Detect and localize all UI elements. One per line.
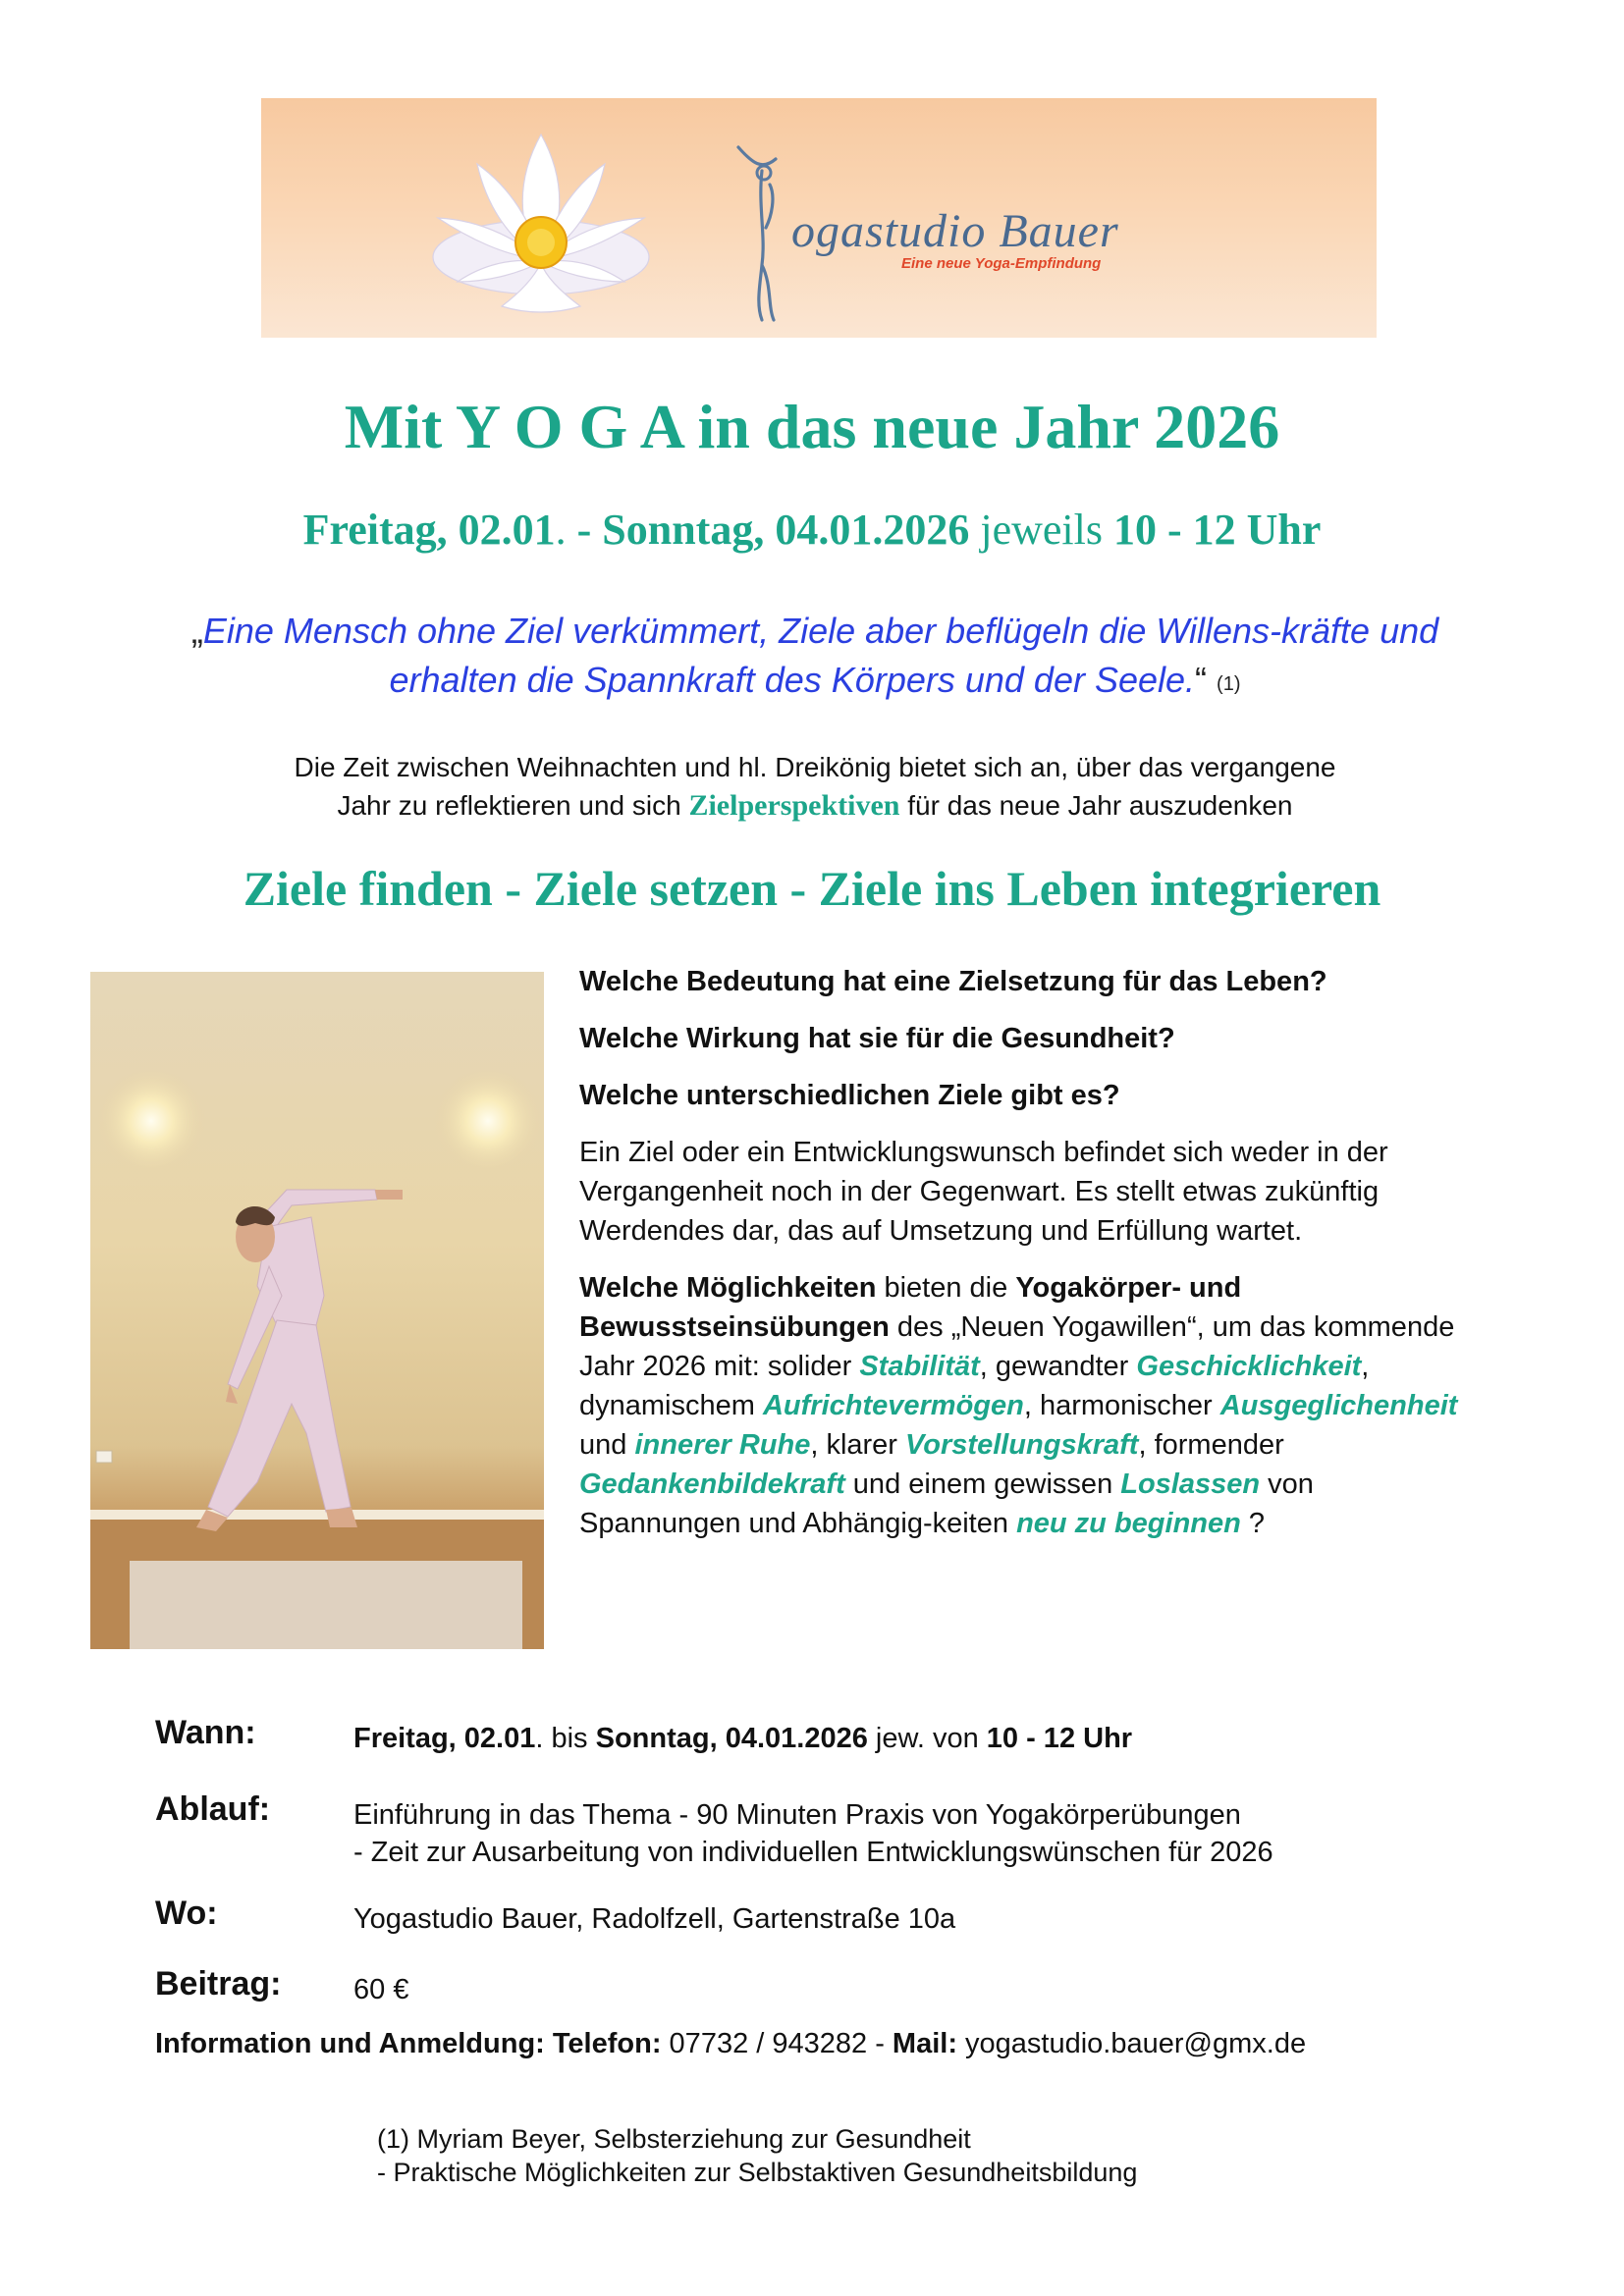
paragraph-possibilities: Welche Möglichkeiten bieten die Yogakörper- und Bewusstseinsübungen des „Neuen Yogawillen“, um das kommende Jahr 2026 mit: solider Stabilität, gewandter Geschicklichkeit, dynamischem Aufrichtevermögen, harmonischer Ausgeglichenheit und innerer Ruhe, klarer Vorstellungskraft, formender Gedankenbildekraft und einem gewissen Loslassen von Spannungen und Abhängig-keiten neu zu beginnen ? [579, 1272, 1458, 1539]
yoga-pose-illustration [90, 972, 544, 1649]
contact-line: Information und Anmeldung: Telefon: 07732 / 943282 - Mail: yogastudio.bauer@gmx.de [155, 2028, 1307, 2059]
value-wann: Freitag, 02.01. bis Sonntag, 04.01.2026 jew. von 10 - 12 Uhr [353, 1723, 1133, 1754]
label-wann: Wann: [155, 1714, 256, 1751]
goals-heading: Ziele finden - Ziele setzen - Ziele ins Leben integrieren [243, 861, 1381, 916]
quote: „Eine Mensch ohne Ziel verkümmert, Ziele aber beflügeln die Willens-kräfte und erhalten die Spannkraft des Körpers und der Seele.“ (1) [190, 611, 1439, 700]
label-wo: Wo: [155, 1895, 218, 1932]
content-column [579, 962, 1463, 1561]
question-1: Welche Bedeutung hat eine Zielsetzung für das Leben? [579, 966, 1327, 997]
date-line: Freitag, 02.01. - Sonntag, 04.01.2026 jeweils 10 - 12 Uhr [302, 506, 1322, 554]
label-ablauf: Ablauf: [155, 1790, 271, 1828]
intro-text: Die Zeit zwischen Weihnachten und hl. Dreikönig bietet sich an, über das vergangene Jahr zu reflektieren und sich Zielperspektiven für das neue Jahr auszudenken [294, 752, 1336, 822]
value-wo: Yogastudio Bauer, Radolfzell, Gartenstraße 10a [353, 1903, 956, 1935]
brand-name: ogastudio Bauer [791, 204, 1119, 258]
email-link[interactable]: yogastudio.bauer@gmx.de [956, 2028, 1307, 2059]
question-2: Welche Wirkung hat sie für die Gesundheit? [579, 1023, 1175, 1054]
main-title: Mit Y O G A in das neue Jahr 2026 [344, 392, 1280, 461]
value-beitrag: 60 € [353, 1974, 409, 2005]
header-banner [261, 98, 1377, 338]
footnote: (1) Myriam Beyer, Selbsterziehung zur Gesundheit - Praktische Möglichkeiten zur Selbstaktiven Gesundheitsbildung [377, 2124, 1138, 2187]
question-3: Welche unterschiedlichen Ziele gibt es? [579, 1080, 1120, 1111]
value-ablauf: Einführung in das Thema - 90 Minuten Praxis von Yogakörperübungen - Zeit zur Ausarbeitung von individuellen Entwicklungswünschen für 2026 [353, 1799, 1273, 1868]
paragraph-goal: Ein Ziel oder ein Entwicklungswunsch befindet sich weder in der Vergangenheit noch in der Gegenwart. Es stellt etwas zukünftig Werdendes dar, das auf Umsetzung und Erfüllung wartet. [579, 1137, 1388, 1247]
brand-initial [744, 200, 772, 254]
lotus-flower-image [418, 110, 664, 326]
label-beitrag: Beitrag: [155, 1965, 282, 2002]
brand-tagline: Eine neue Yoga-Empfindung [901, 255, 1102, 272]
footnote-ref: (1) [1217, 673, 1241, 695]
yoga-pose-photo [90, 972, 544, 1649]
